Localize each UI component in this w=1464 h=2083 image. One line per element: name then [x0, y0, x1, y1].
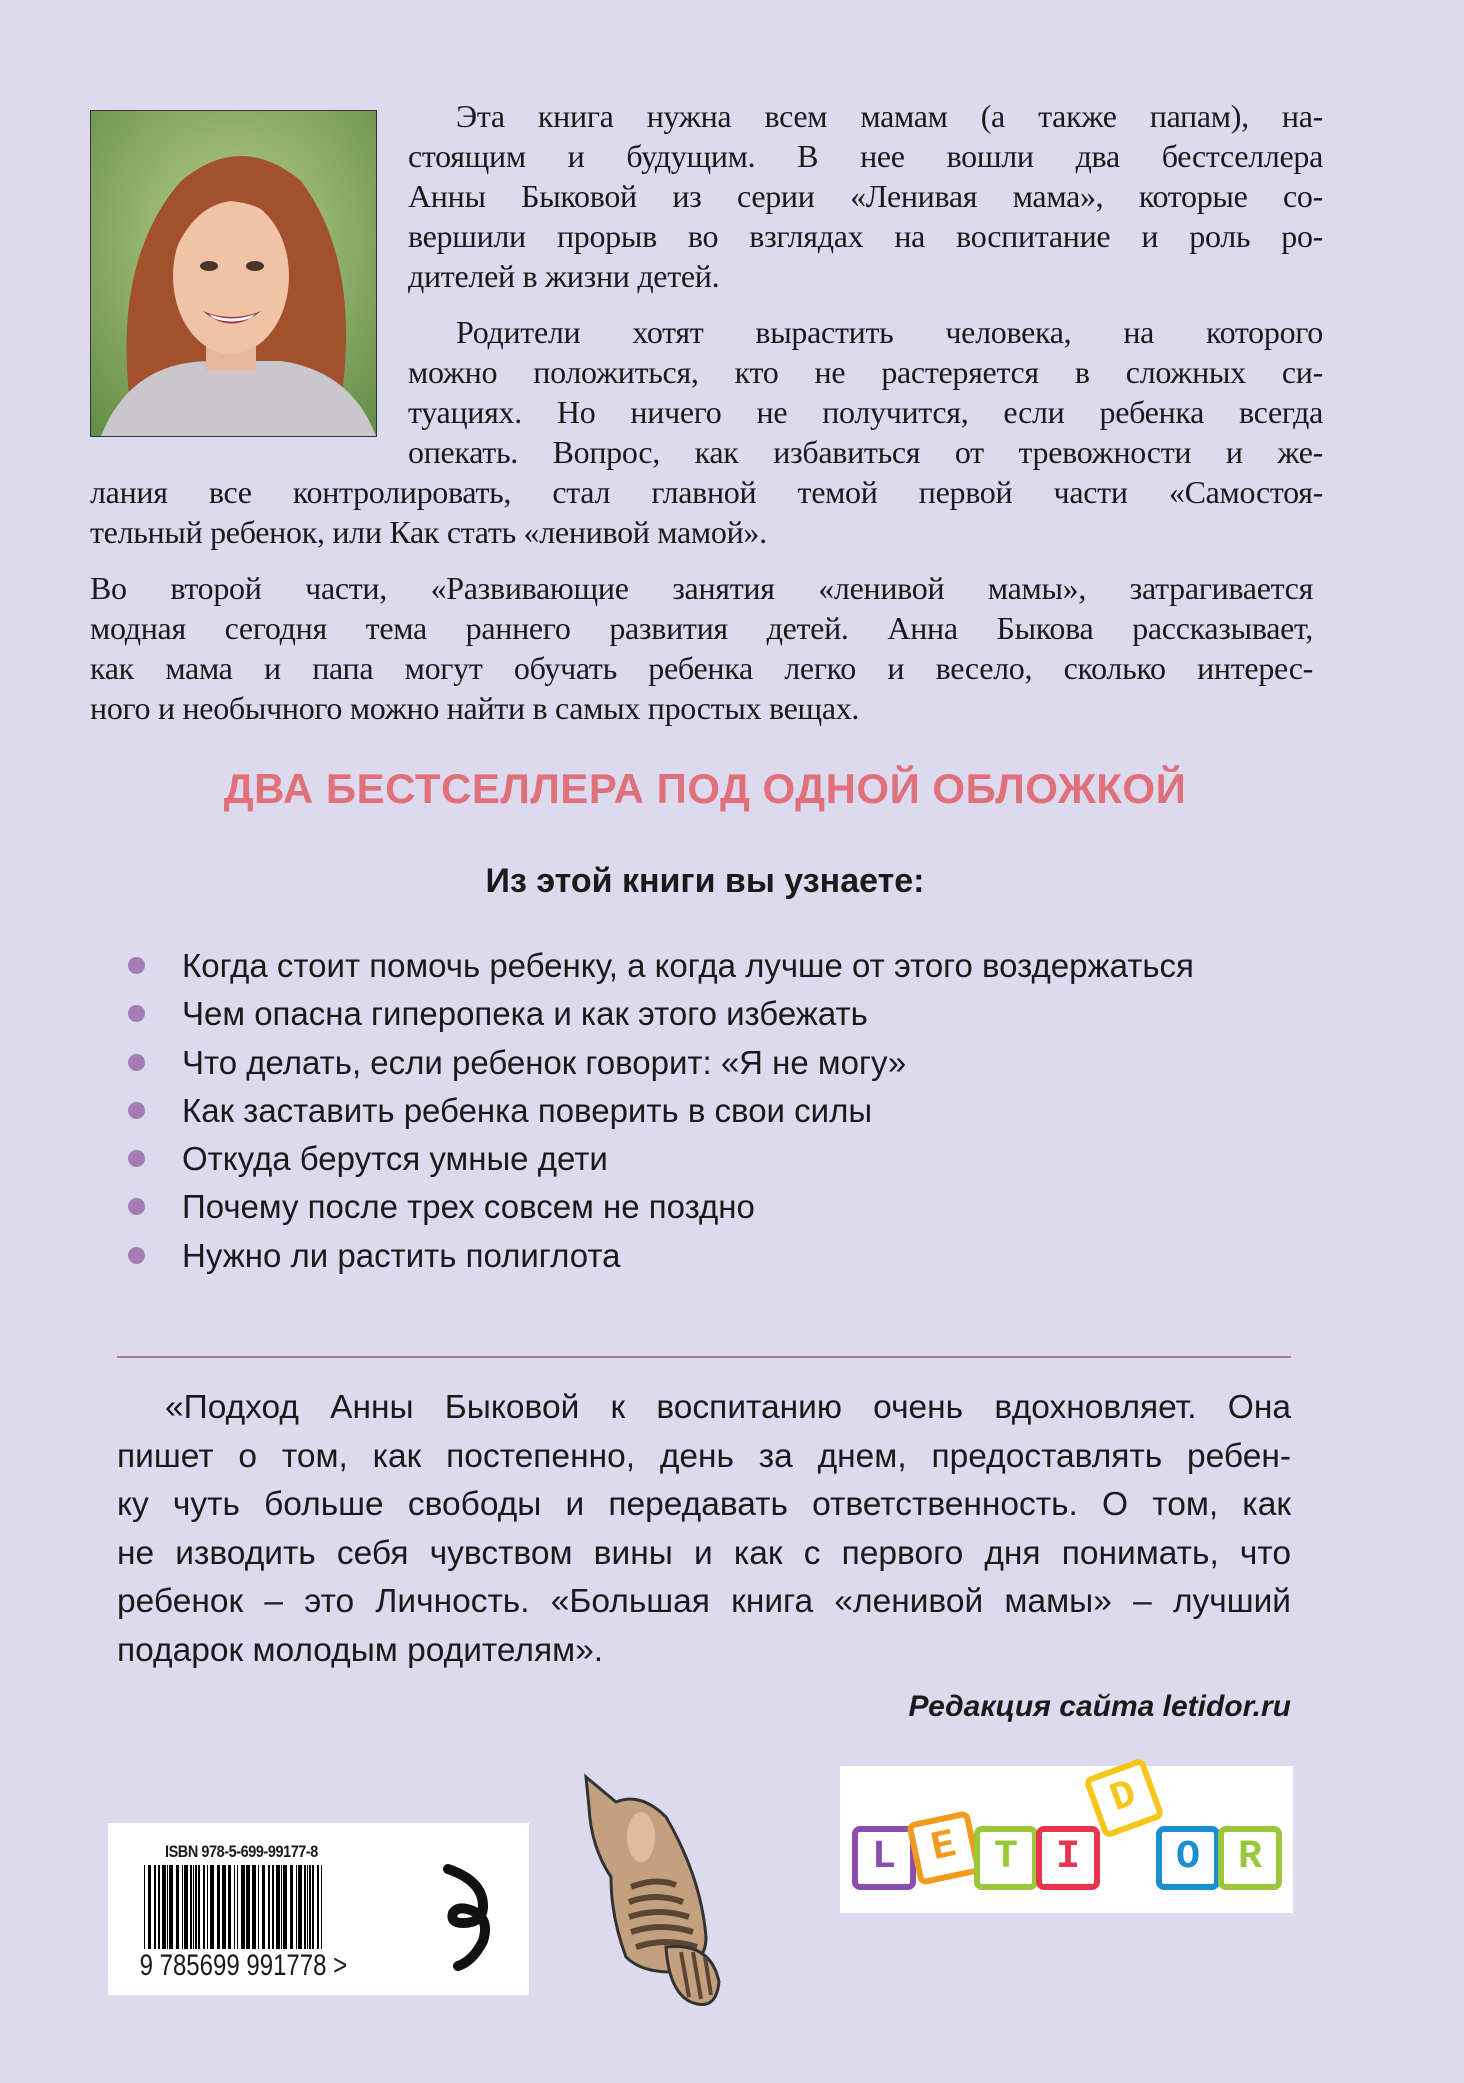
text-line: Эта книга нужна всем мамам (а также папам), на-	[456, 98, 1323, 134]
text-line: вершили прорыв во взглядах на воспитание и роль ро-	[408, 218, 1323, 254]
bullet-dot-icon	[128, 1054, 145, 1071]
learn-title: Из этой книги вы узнаете:	[485, 862, 925, 900]
logo-letter-block: D	[1083, 1757, 1165, 1839]
logo-letter-block: T	[974, 1826, 1038, 1890]
intro-paragraph-2	[408, 312, 1323, 472]
text-line: Анны Быковой из серии «Ленивая мама», которые со-	[408, 178, 1323, 214]
barcode-panel	[108, 1823, 529, 1995]
text-line: ку чуть больше свободы и передавать ответственность. О том, как	[117, 1486, 1291, 1523]
list-item-text: Откуда берутся умные дети	[182, 1140, 608, 1178]
list-item-text: Что делать, если ребенок говорит: «Я не могу»	[182, 1043, 907, 1081]
author-photo	[90, 110, 377, 437]
ean-digits: 9 785699 991778 >	[139, 1949, 348, 1982]
text-line: лания все контролировать, стал главной темой первой части «Самостоя-	[90, 474, 1323, 510]
text-line: модная сегодня тема раннего развития детей. Анна Быкова рассказывает,	[90, 610, 1313, 646]
intro-paragraph-1	[408, 96, 1323, 296]
publisher-logo-icon	[428, 1861, 498, 1971]
text-line: дителей в жизни детей.	[408, 258, 720, 294]
logo-letter-block: E	[906, 1810, 982, 1886]
list-item	[128, 1039, 1278, 1087]
text-line: опекать. Вопрос, как избавиться от тревожности и же-	[408, 434, 1323, 470]
text-line: Во второй части, «Развивающие занятия «ленивой мамы», затрагивается	[90, 570, 1313, 606]
logo-letter-block: O	[1156, 1826, 1220, 1890]
text-line: туациях. Но ничего не получится, если ребенка всегда	[408, 394, 1323, 430]
text-line: ного и необычного можно найти в самых простых вещах.	[90, 690, 860, 726]
list-item	[128, 1183, 1278, 1231]
list-item	[128, 1135, 1278, 1183]
bullet-dot-icon	[128, 1247, 145, 1264]
bullet-dot-icon	[128, 1198, 145, 1215]
text-line: подарок молодым родителям».	[117, 1631, 604, 1669]
list-item	[128, 1087, 1278, 1135]
list-item	[128, 1232, 1278, 1280]
list-item-text: Почему после трех совсем не поздно	[182, 1188, 755, 1226]
bullet-dot-icon	[128, 1150, 145, 1167]
list-item-text: Как заставить ребенка поверить в свои силы	[182, 1091, 873, 1129]
bullet-dot-icon	[128, 1005, 145, 1022]
bullet-dot-icon	[128, 957, 145, 974]
quote-attribution: Редакция сайта letidor.ru	[908, 1690, 1291, 1723]
text-line: «Подход Анны Быковой к воспитанию очень вдохновляет. Она	[165, 1389, 1291, 1426]
text-line: как мама и папа могут обучать ребенка легко и весело, сколько интерес-	[90, 650, 1313, 686]
bullet-list	[128, 942, 1278, 1280]
logo-letter-block: R	[1218, 1826, 1282, 1890]
intro-paragraph-3	[90, 568, 1313, 728]
list-item	[128, 942, 1278, 990]
text-line: пишет о том, как постепенно, день за днем, предоставлять ребен-	[117, 1437, 1291, 1475]
list-item-text: Нужно ли растить полиглота	[182, 1236, 621, 1274]
letidor-logo	[840, 1766, 1293, 1913]
intro-paragraph-2-continued	[90, 472, 1323, 552]
isbn-text: ISBN 978-5-699-99177-8	[165, 1842, 318, 1861]
cat-illustration-icon	[571, 1767, 771, 2017]
logo-letter-block: I	[1036, 1826, 1100, 1890]
divider	[117, 1356, 1291, 1358]
logo-letter-block: L	[852, 1826, 916, 1890]
review-quote	[117, 1384, 1291, 1675]
list-item-text: Когда стоит помочь ребенку, а когда лучше от этого воздержаться	[182, 947, 1194, 984]
list-item	[128, 990, 1278, 1038]
text-line: стоящим и будущим. В нее вошли два бестселлера	[408, 138, 1323, 174]
text-line: тельный ребенок, или Как стать «ленивой мамой».	[90, 514, 767, 550]
text-line: не изводить себя чувством вины и как с первого дня понимать, что	[117, 1534, 1291, 1572]
bullet-dot-icon	[128, 1102, 145, 1119]
list-item-text: Чем опасна гиперопека и как этого избежать	[182, 995, 868, 1033]
headline: ДВА БЕСТСЕЛЛЕРА ПОД ОДНОЙ ОБЛОЖКОЙ	[223, 765, 1187, 812]
text-line: ребенок – это Личность. «Большая книга «ленивой мамы» – лучший	[117, 1583, 1291, 1620]
text-line: можно положиться, кто не растеряется в сложных си-	[408, 354, 1323, 390]
text-line: Родители хотят вырастить человека, на которого	[456, 314, 1323, 350]
